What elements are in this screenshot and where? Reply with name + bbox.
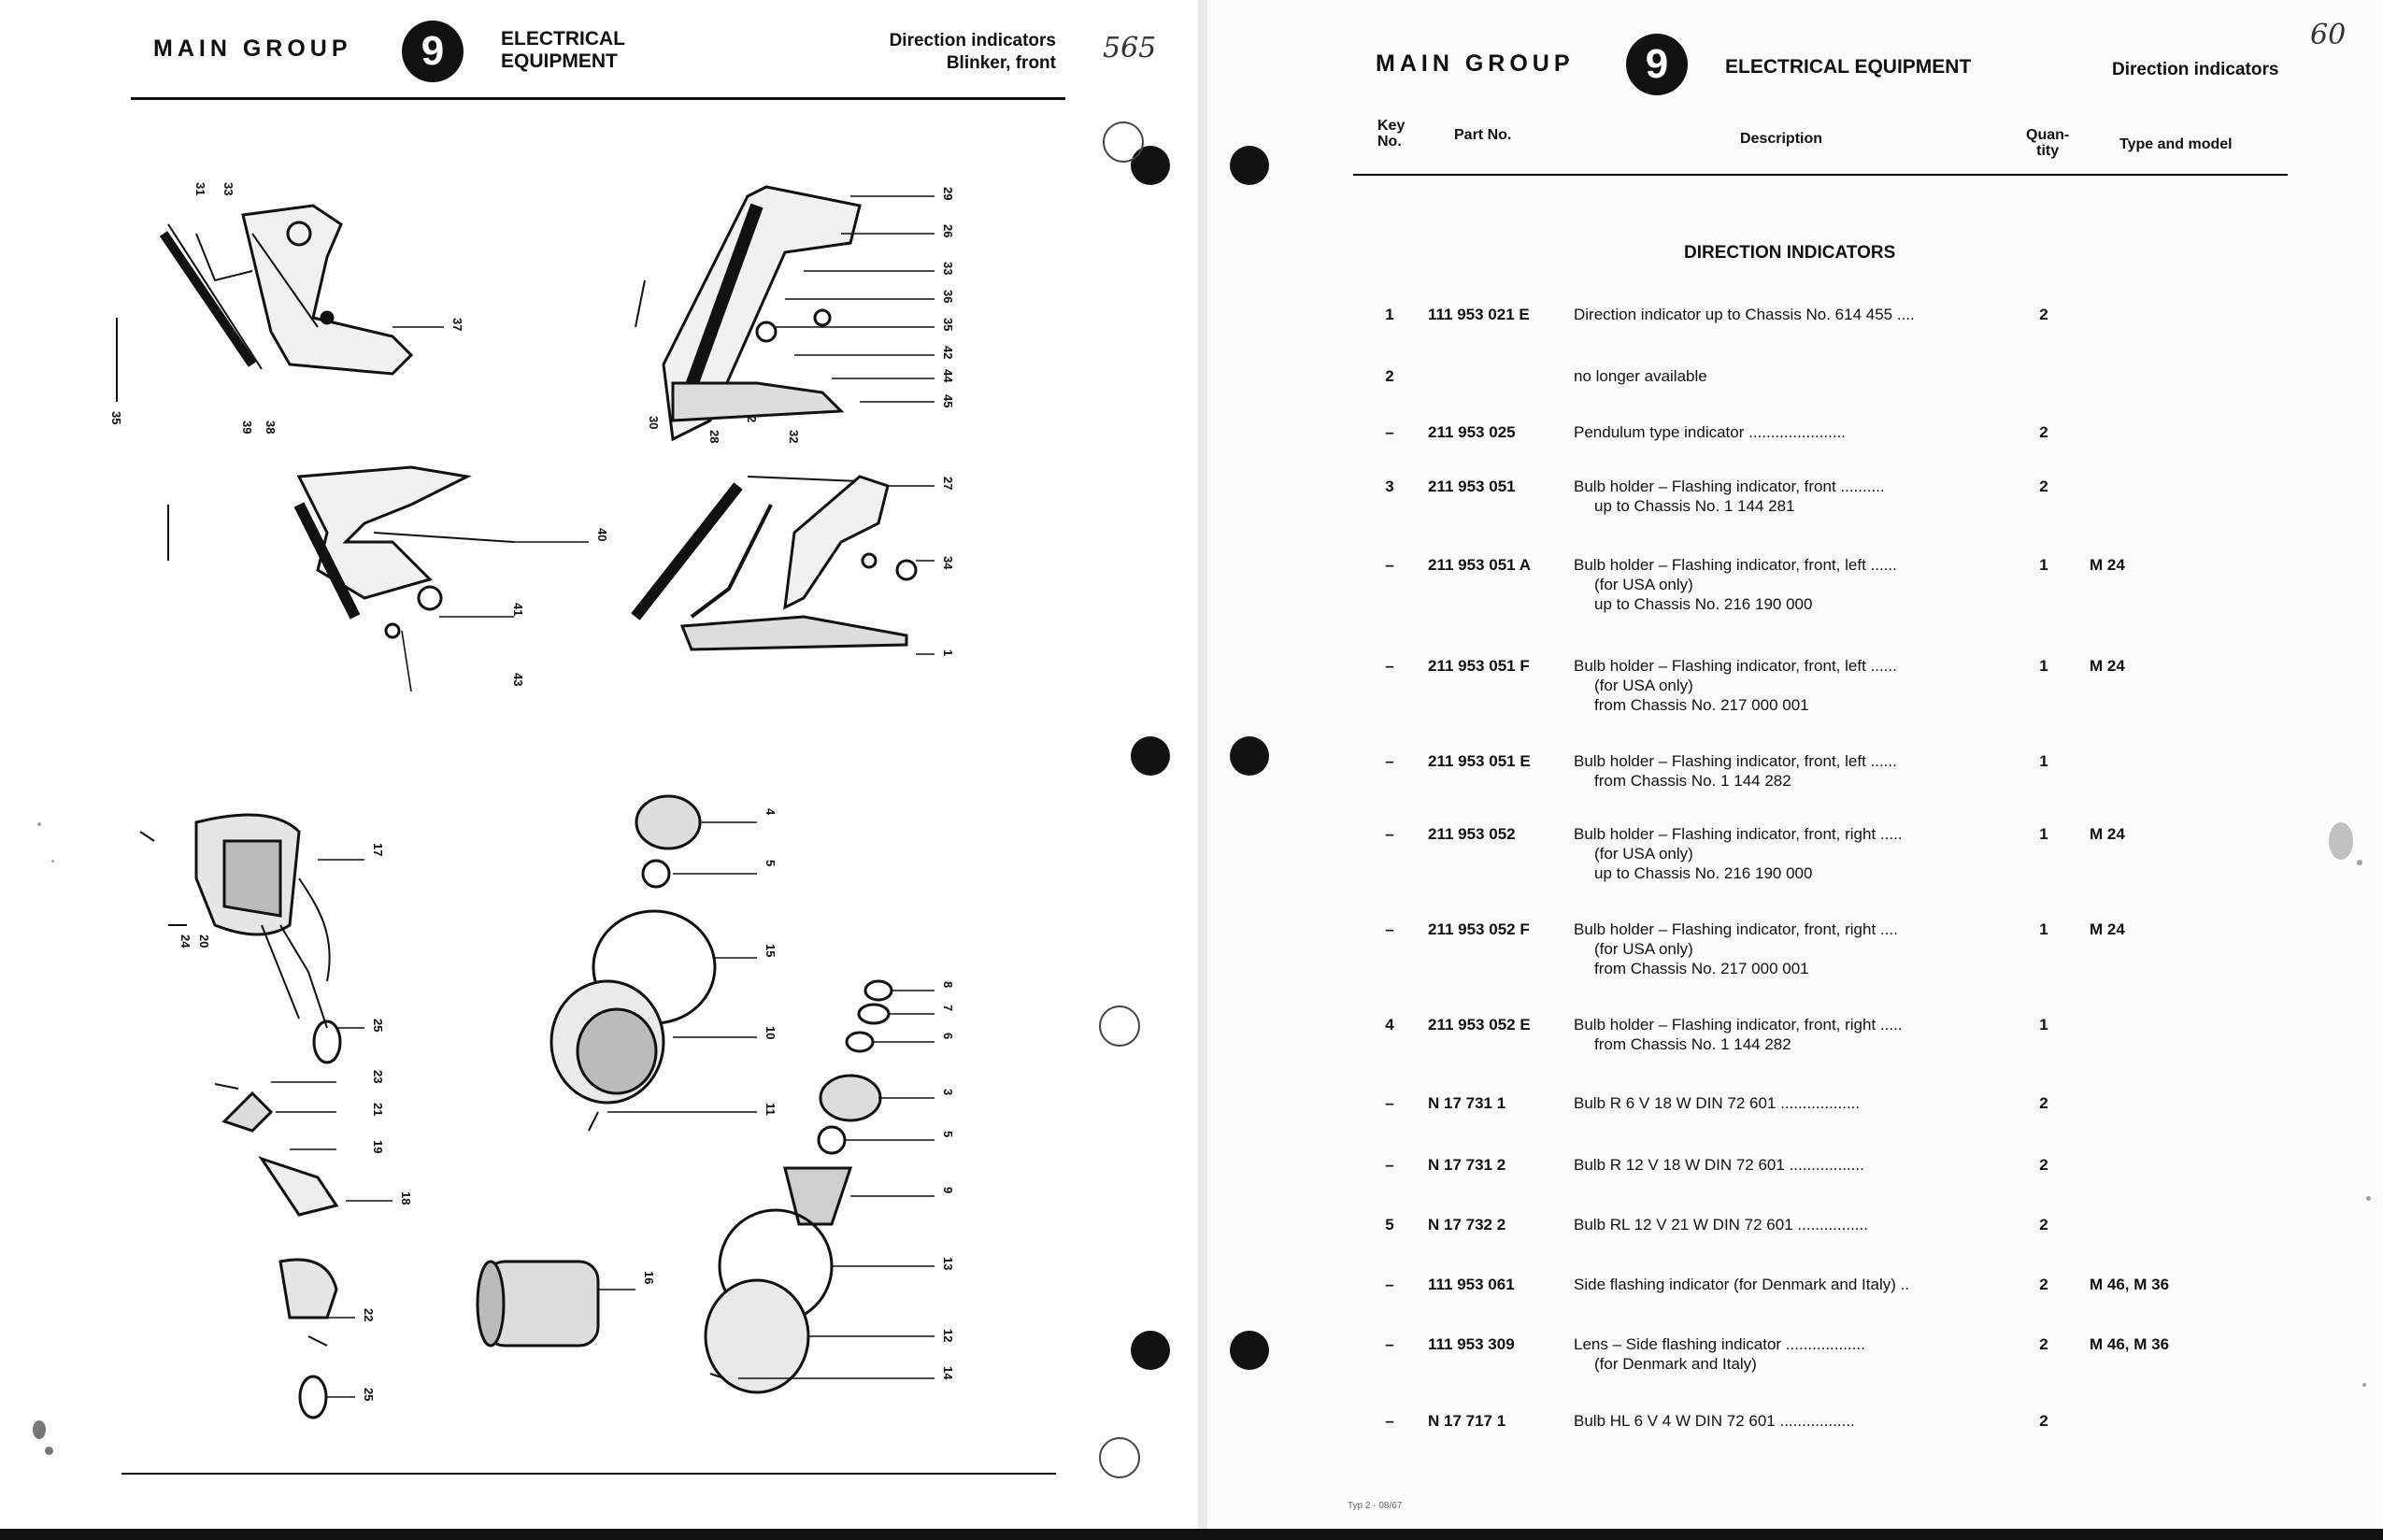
row-part-no: 211 953 051 E xyxy=(1428,752,1531,770)
row-description-line: from Chassis No. 1 144 282 xyxy=(1594,772,1791,790)
row-part-no: 211 953 052 xyxy=(1428,825,1516,843)
callout-label: 43 xyxy=(511,673,525,687)
callout-label: 35 xyxy=(109,411,123,425)
row-quantity: 1 xyxy=(2039,1016,2048,1034)
row-quantity: 1 xyxy=(2039,825,2048,843)
row-description xyxy=(1574,422,1999,442)
punch-hole xyxy=(1230,146,1269,185)
section-title: DIRECTION INDICATORS xyxy=(1684,243,1896,263)
callout-label: 22 xyxy=(362,1308,376,1322)
callout-label: 18 xyxy=(399,1191,413,1205)
left-main-group-label: MAIN GROUP xyxy=(153,36,352,62)
callout-label: 32 xyxy=(787,430,801,444)
row-type-model: M 24 xyxy=(2090,657,2125,675)
row-key-no: – xyxy=(1385,1412,1394,1430)
row-key-no: – xyxy=(1385,657,1394,675)
row-quantity: 1 xyxy=(2039,657,2048,675)
callout-label: 28 xyxy=(707,430,721,444)
row-quantity: 2 xyxy=(2039,423,2048,441)
callout-label: 21 xyxy=(371,1103,385,1117)
callout-label: 17 xyxy=(371,843,385,857)
column-header-key-line-2: No. xyxy=(1377,134,1402,150)
row-part-no: 211 953 025 xyxy=(1428,423,1516,441)
punch-hole-ring xyxy=(1099,1005,1140,1047)
row-description-line: Side flashing indicator (for Denmark and Italy) .. xyxy=(1574,1276,1910,1293)
row-key-no: 2 xyxy=(1385,367,1394,385)
callout-label: 39 xyxy=(240,421,254,435)
callout-label: 44 xyxy=(941,369,955,383)
scan-speckle xyxy=(37,822,41,826)
row-part-no: 211 953 051 xyxy=(1428,478,1516,495)
column-header-type-model: Type and model xyxy=(2119,136,2233,152)
left-category-line-2: EQUIPMENT xyxy=(501,50,618,72)
callout-label: 41 xyxy=(511,603,525,617)
row-part-no: 211 953 051 F xyxy=(1428,657,1530,675)
callout-label: 14 xyxy=(941,1366,955,1380)
column-header-part-no: Part No. xyxy=(1454,127,1512,143)
trim-pieces-mid-right xyxy=(635,477,916,649)
row-description-line: Bulb R 12 V 18 W DIN 72 601 ................. xyxy=(1574,1156,1864,1174)
scan-speckle xyxy=(45,1447,53,1455)
callout-label: 7 xyxy=(941,1005,955,1012)
row-description-line: no longer available xyxy=(1574,367,1707,385)
punch-hole-ring xyxy=(1103,121,1144,163)
row-description xyxy=(1574,824,1999,883)
right-group-number-badge: 9 xyxy=(1626,34,1688,95)
row-description-line: Bulb holder – Flashing indicator, front, right .... xyxy=(1574,920,1898,938)
row-description-line: Bulb HL 6 V 4 W DIN 72 601 ................. xyxy=(1574,1412,1855,1430)
left-header-rule xyxy=(131,97,1065,100)
callout-label: 33 xyxy=(221,182,235,196)
row-description-line: from Chassis No. 217 000 001 xyxy=(1594,696,1809,714)
row-key-no: – xyxy=(1385,752,1394,770)
column-header-description: Description xyxy=(1740,131,1823,147)
callout-label: 40 xyxy=(595,528,609,542)
row-part-no: N 17 731 2 xyxy=(1428,1156,1506,1174)
right-handwritten-note: 60 xyxy=(2310,19,2347,51)
scan-speckle xyxy=(33,1420,46,1439)
callout-label: 6 xyxy=(941,1033,955,1040)
row-key-no: 4 xyxy=(1385,1016,1394,1034)
row-description xyxy=(1574,1093,1999,1113)
row-key-no: 3 xyxy=(1385,478,1394,495)
row-part-no: N 17 731 1 xyxy=(1428,1094,1506,1112)
row-description-line: Pendulum type indicator ...................... xyxy=(1574,423,1847,441)
row-description-line: Bulb holder – Flashing indicator, front, right ..... xyxy=(1574,825,1903,843)
row-quantity: 2 xyxy=(2039,1412,2048,1430)
callout-label: 45 xyxy=(941,394,955,408)
row-type-model: M 46, M 36 xyxy=(2090,1276,2170,1293)
callout-label: 5 xyxy=(941,1131,955,1138)
right-main-group-label: MAIN GROUP xyxy=(1376,50,1575,77)
row-part-no: 211 953 052 F xyxy=(1428,920,1530,938)
callout-label: 24 xyxy=(178,934,193,948)
row-quantity: 2 xyxy=(2039,1276,2048,1293)
bulb-and-lens-lower-middle xyxy=(551,796,715,1131)
callout-label: 13 xyxy=(941,1257,955,1271)
column-header-quantity-line-1: Quan- xyxy=(2026,127,2070,143)
row-description-line: Bulb R 6 V 18 W DIN 72 601 .................. xyxy=(1574,1094,1861,1112)
callout-label: 25 xyxy=(362,1388,376,1402)
callout-label: 35 xyxy=(941,318,955,332)
stacked-indicator-parts-lower-right xyxy=(706,981,892,1392)
row-part-no: N 17 717 1 xyxy=(1428,1412,1506,1430)
indicator-body-lower-left xyxy=(140,815,340,1418)
row-description-line: Direction indicator up to Chassis No. 614 455 .... xyxy=(1574,306,1915,323)
callout-label: 20 xyxy=(197,934,211,948)
punch-hole-ring xyxy=(1099,1437,1140,1478)
row-description xyxy=(1574,656,1999,715)
row-description xyxy=(1574,477,1999,516)
flasher-unit xyxy=(478,1262,598,1346)
row-key-no: – xyxy=(1385,920,1394,938)
row-quantity: 1 xyxy=(2039,920,2048,938)
callout-label: 31 xyxy=(193,182,207,196)
row-description-line: Bulb holder – Flashing indicator, front .......... xyxy=(1574,478,1885,495)
row-key-no: – xyxy=(1385,556,1394,574)
row-quantity: 2 xyxy=(2039,1216,2048,1233)
row-key-no: 5 xyxy=(1385,1216,1394,1233)
callout-label: 29 xyxy=(941,187,955,201)
row-part-no: N 17 732 2 xyxy=(1428,1216,1506,1233)
row-type-model: M 46, M 36 xyxy=(2090,1335,2170,1353)
callout-label: 38 xyxy=(264,421,278,435)
column-header-quantity xyxy=(2026,127,2069,159)
row-key-no: – xyxy=(1385,825,1394,843)
row-description-line: up to Chassis No. 1 144 281 xyxy=(1594,497,1795,515)
row-description-line: (for Denmark and Italy) xyxy=(1594,1355,1757,1373)
row-type-model: M 24 xyxy=(2090,825,2125,843)
scan-speckle xyxy=(2357,860,2362,865)
punch-hole xyxy=(1230,1331,1269,1370)
row-description xyxy=(1574,920,1999,978)
row-description-line: (for USA only) xyxy=(1594,940,1693,958)
callout-label: 10 xyxy=(763,1026,778,1040)
scan-speckle xyxy=(51,860,54,863)
book-gutter xyxy=(1198,0,1207,1529)
left-subtitle xyxy=(804,30,1056,75)
row-quantity: 2 xyxy=(2039,306,2048,323)
scan-bottom-edge xyxy=(0,1529,2383,1540)
row-description-line: from Chassis No. 1 144 282 xyxy=(1594,1035,1791,1053)
row-description-line: (for USA only) xyxy=(1594,576,1693,593)
left-footer-rule xyxy=(121,1473,1056,1475)
row-description-line: Bulb holder – Flashing indicator, front, left ...... xyxy=(1574,752,1897,770)
row-description xyxy=(1574,751,1999,791)
row-description-line: (for USA only) xyxy=(1594,845,1693,863)
column-header-quantity-line-2: tity xyxy=(2036,143,2060,159)
row-part-no: 211 953 051 A xyxy=(1428,556,1531,574)
row-key-no: – xyxy=(1385,1094,1394,1112)
callout-label: 11 xyxy=(763,1103,778,1116)
left-category-title xyxy=(501,28,625,73)
right-subtitle: Direction indicators xyxy=(2112,60,2279,79)
left-page xyxy=(0,0,1198,1529)
row-description xyxy=(1574,366,1999,386)
callout-label: 3 xyxy=(941,1089,955,1096)
indicator-housing-top-right xyxy=(635,187,860,481)
punch-hole xyxy=(1230,736,1269,776)
callout-label: 36 xyxy=(941,290,955,304)
footer-note: Typ 2 · 08/67 xyxy=(1348,1501,1403,1511)
row-type-model: M 24 xyxy=(2090,920,2125,938)
bracket-assembly-top-left xyxy=(117,206,411,402)
callout-label: 34 xyxy=(941,556,955,570)
right-header-rule xyxy=(1353,174,2288,176)
callout-label: 42 xyxy=(941,346,955,360)
row-description xyxy=(1574,1015,1999,1054)
callout-label: 26 xyxy=(941,224,955,238)
left-subtitle-line-2: Blinker, front xyxy=(946,53,1056,73)
callout-label: 1 xyxy=(941,649,955,657)
left-handwritten-note: 565 xyxy=(1103,32,1157,64)
row-part-no: 111 953 061 xyxy=(1428,1276,1515,1293)
row-description-line: Bulb holder – Flashing indicator, front, left ...... xyxy=(1574,657,1897,675)
callout-label: 2 xyxy=(745,416,759,423)
row-quantity: 2 xyxy=(2039,478,2048,495)
row-description xyxy=(1574,1334,1999,1374)
row-description-line: Lens – Side flashing indicator .................. xyxy=(1574,1335,1865,1353)
callout-label: 16 xyxy=(642,1271,656,1285)
row-quantity: 2 xyxy=(2039,1156,2048,1174)
callout-label: 37 xyxy=(450,318,464,332)
row-quantity: 2 xyxy=(2039,1094,2048,1112)
row-description xyxy=(1574,1215,1999,1234)
row-description-line: from Chassis No. 217 000 001 xyxy=(1594,960,1809,977)
row-description xyxy=(1574,1275,1999,1294)
left-subtitle-line-1: Direction indicators xyxy=(889,31,1056,50)
left-category-line-1: ELECTRICAL xyxy=(501,28,625,50)
right-category-title: ELECTRICAL EQUIPMENT xyxy=(1725,56,1972,78)
row-part-no: 111 953 309 xyxy=(1428,1335,1515,1353)
row-type-model: M 24 xyxy=(2090,556,2125,574)
scan-speckle xyxy=(2366,1196,2371,1201)
row-description xyxy=(1574,1411,1999,1431)
column-header-key-line-1: Key xyxy=(1377,118,1406,134)
trim-assembly-mid-left xyxy=(168,467,514,637)
callout-label: 9 xyxy=(941,1187,955,1194)
row-key-no: – xyxy=(1385,1276,1394,1293)
left-group-number-badge: 9 xyxy=(402,21,464,82)
exploded-parts-diagram xyxy=(109,131,1009,1420)
punch-hole xyxy=(1131,1331,1170,1370)
row-description-line: Bulb RL 12 V 21 W DIN 72 601 ................ xyxy=(1574,1216,1868,1233)
row-key-no: – xyxy=(1385,1335,1394,1353)
callout-label: 30 xyxy=(647,416,661,430)
callout-label: 27 xyxy=(941,477,955,491)
row-part-no: 211 953 052 E xyxy=(1428,1016,1531,1034)
right-page xyxy=(1207,0,2383,1529)
row-quantity: 2 xyxy=(2039,1335,2048,1353)
row-quantity: 1 xyxy=(2039,556,2048,574)
column-header-key xyxy=(1377,118,1405,150)
callout-label: 5 xyxy=(763,860,778,867)
callout-label: 8 xyxy=(941,981,955,989)
row-description xyxy=(1574,555,1999,614)
row-key-no: 1 xyxy=(1385,306,1394,323)
row-description xyxy=(1574,1155,1999,1175)
row-description-line: up to Chassis No. 216 190 000 xyxy=(1594,864,1813,882)
scan-speckle xyxy=(2362,1383,2366,1387)
callout-label: 15 xyxy=(763,944,778,958)
row-key-no: – xyxy=(1385,1156,1394,1174)
callout-label: 23 xyxy=(371,1070,385,1084)
row-key-no: – xyxy=(1385,423,1394,441)
punch-hole xyxy=(1131,736,1170,776)
callout-label: 4 xyxy=(763,808,778,816)
callout-label: 33 xyxy=(941,262,955,276)
scan-speckle xyxy=(2329,822,2353,860)
row-description-line: up to Chassis No. 216 190 000 xyxy=(1594,595,1813,613)
row-description-line: Bulb holder – Flashing indicator, front, right ..... xyxy=(1574,1016,1903,1034)
row-quantity: 1 xyxy=(2039,752,2048,770)
row-description-line: Bulb holder – Flashing indicator, front, left ...... xyxy=(1574,556,1897,574)
row-description xyxy=(1574,305,1999,324)
callout-label: 19 xyxy=(371,1140,385,1154)
callout-label: 25 xyxy=(371,1019,385,1033)
callout-label: 12 xyxy=(941,1329,955,1343)
row-part-no: 111 953 021 E xyxy=(1428,306,1530,323)
row-description-line: (for USA only) xyxy=(1594,677,1693,694)
